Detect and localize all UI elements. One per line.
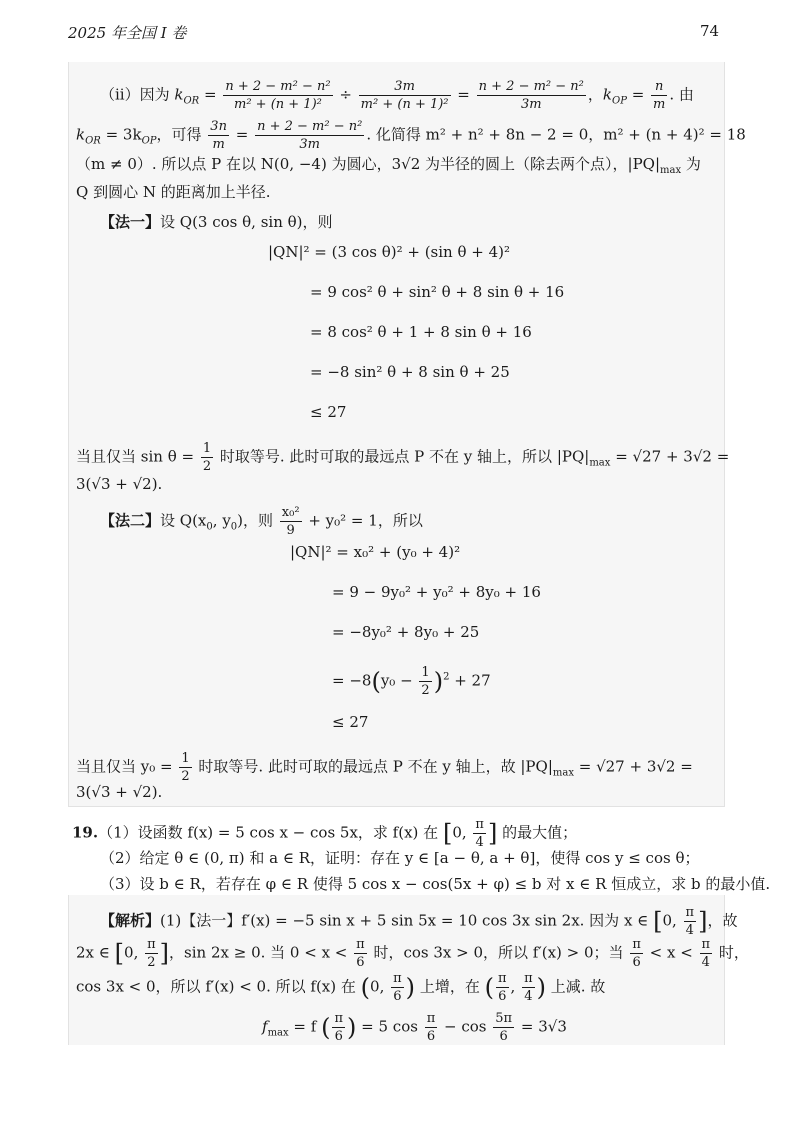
- numerator: π: [475, 817, 484, 832]
- text: = √27 + 3√2 =: [610, 447, 730, 466]
- text: − cos: [439, 1017, 492, 1036]
- denominator: m: [653, 97, 666, 112]
- text: 0,: [452, 823, 472, 842]
- numerator: x₀²: [281, 505, 300, 520]
- denominator: 3m: [299, 137, 320, 152]
- solution-label: 【解析】: [100, 911, 161, 930]
- text: = √27 + 3√2 =: [573, 757, 693, 776]
- text: 0,: [662, 911, 682, 930]
- subscript: OP: [141, 135, 157, 147]
- method1-conclusion-1: [76, 440, 729, 475]
- fraction: [179, 750, 191, 785]
- denominator: 6: [393, 989, 402, 1004]
- solution-line-1: [100, 904, 737, 939]
- denominator: 6: [499, 1029, 508, 1044]
- text: 的最大值；: [497, 823, 578, 842]
- method2-eq-2: = 9 − 9y₀² + y₀² + 8y₀ + 16: [332, 583, 541, 601]
- denominator: 2: [147, 955, 156, 970]
- method1-eq-2: = 9 cos² θ + sin² θ + 8 sin θ + 16: [310, 283, 565, 301]
- numerator: π: [147, 937, 156, 952]
- text: ÷: [334, 85, 357, 104]
- fraction: [473, 816, 486, 851]
- question-number: 19.: [72, 823, 99, 842]
- denominator: 3m: [520, 97, 542, 112]
- subscript: max: [267, 1027, 289, 1039]
- paren-close: ): [433, 667, 444, 696]
- var-k: k: [174, 85, 184, 104]
- numerator: π: [426, 1011, 436, 1026]
- paren-open: (: [321, 1013, 331, 1042]
- bracket-open: [: [442, 819, 453, 848]
- q19-part-3: （3）设 b ∈ R，若存在 φ ∈ R 使得 5 cos x − cos(5x + φ) ≤ b 对 x ∈ R 恒成立，求 b 的最小值.: [100, 875, 771, 893]
- part-ii-line-4: [76, 182, 271, 202]
- denominator: 6: [356, 955, 365, 970]
- text: 上增，在: [415, 977, 485, 996]
- fraction: [477, 78, 586, 113]
- bracket-close: ]: [159, 939, 170, 968]
- denominator: m² + (n + 1)²: [234, 97, 322, 112]
- method2-eq-1: |QN|² = x₀² + (y₀ + 4)²: [290, 543, 461, 561]
- method1-eq-3: = 8 cos² θ + 1 + 8 sin θ + 16: [310, 323, 532, 341]
- paren-open: (: [360, 973, 371, 1002]
- subscript: 0: [230, 521, 238, 533]
- denominator: 6: [632, 955, 641, 970]
- numerator: π: [632, 937, 641, 952]
- numerator: 3n: [210, 119, 227, 134]
- header-title: 2025 年全国 I 卷: [68, 24, 187, 42]
- text: 2x ∈: [76, 943, 115, 962]
- method1-eq-4: = −8 sin² θ + 8 sin θ + 25: [310, 363, 510, 381]
- text: 0,: [370, 977, 390, 996]
- fraction: [145, 936, 158, 971]
- text: ，故: [707, 911, 738, 930]
- method2-conclusion-2: 3(√3 + √2).: [76, 783, 163, 801]
- text: 0,: [124, 943, 144, 962]
- subscript: max: [552, 767, 574, 779]
- subscript: OR: [183, 95, 200, 107]
- text: 为: [681, 155, 701, 173]
- text: 上减. 故: [545, 977, 606, 996]
- fraction: [522, 970, 535, 1005]
- denominator: 4: [685, 923, 694, 938]
- fraction: [359, 78, 451, 113]
- numerator: 1: [181, 751, 190, 766]
- superscript: 2: [443, 671, 450, 683]
- text: （ii）因为: [100, 85, 175, 104]
- fraction: [700, 936, 713, 971]
- fraction: [223, 78, 332, 113]
- text: =: [626, 85, 650, 104]
- text: 时，: [714, 943, 749, 962]
- text: , y: [212, 511, 231, 530]
- numerator: n + 2 − m² − n²: [225, 79, 331, 94]
- text: ，sin 2x ≥ 0. 当 0 < x <: [169, 943, 353, 962]
- text: . 由: [669, 85, 694, 104]
- text: 当且仅当 sin θ =: [76, 447, 199, 466]
- denominator: m: [212, 137, 225, 152]
- text: = f: [288, 1017, 322, 1036]
- denominator: 2: [421, 683, 430, 698]
- text: =: [452, 85, 475, 104]
- page-number: 74: [700, 22, 720, 40]
- text: cos 3x < 0，所以 f′(x) < 0. 所以 f(x) 在: [76, 977, 361, 996]
- text: Q 到圆心 N 的距离加上半径.: [76, 183, 271, 201]
- paren-close: ): [347, 1013, 357, 1042]
- text: ，可得: [156, 125, 207, 144]
- method2-eq-4: [332, 664, 491, 699]
- numerator: n + 2 − m² − n²: [478, 79, 584, 94]
- bracket-close: ]: [698, 907, 708, 936]
- method1-intro: [100, 212, 333, 232]
- method2-eq-5: ≤ 27: [332, 713, 369, 731]
- fraction: [201, 440, 213, 475]
- denominator: 4: [475, 835, 484, 850]
- fraction: [280, 504, 302, 539]
- text: = −8: [332, 671, 372, 690]
- text: )，则: [237, 511, 278, 530]
- part-ii-line-2: [76, 118, 746, 153]
- denominator: 4: [701, 955, 710, 970]
- text: . 化简得 m² + n² + 8n − 2 = 0，m² + (n + 4)² = 18: [366, 125, 746, 144]
- denominator: 4: [524, 989, 533, 1004]
- part-ii-line-1: [100, 78, 694, 113]
- text: 时取等号. 此时可取的最远点 P 不在 y 轴上，故 |PQ|: [193, 757, 553, 776]
- solution-line-2: [76, 936, 749, 971]
- q19-part-2: （2）给定 θ ∈ (0, π) 和 a ∈ R，证明：存在 y ∈ [a − θ, a + θ]，使得 cos y ≤ cos θ；: [100, 849, 700, 867]
- bracket-close: ]: [487, 819, 498, 848]
- fraction: [354, 936, 367, 971]
- subscript: OP: [612, 95, 627, 107]
- numerator: π: [685, 905, 695, 920]
- solution-fmax: [262, 1010, 567, 1045]
- bracket-open: [: [114, 939, 125, 968]
- numerator: π: [393, 971, 402, 986]
- var-k: k: [76, 125, 86, 144]
- fraction: [651, 78, 667, 113]
- fraction: [630, 936, 643, 971]
- numerator: π: [497, 971, 507, 986]
- method1-conclusion-2: 3(√3 + √2).: [76, 475, 163, 493]
- subscript: max: [589, 457, 611, 469]
- var-k: k: [602, 85, 612, 104]
- text: 时，cos 3x > 0，所以 f′(x) > 0；当: [368, 943, 629, 962]
- method2-intro: [100, 504, 423, 539]
- method2-eq-3: = −8y₀² + 8y₀ + 25: [332, 623, 480, 641]
- subscript: OR: [85, 135, 101, 147]
- text: 设 Q(3 cos θ, sin θ)，则: [160, 213, 333, 231]
- paren-close: ): [536, 973, 546, 1002]
- numerator: 3m: [359, 78, 451, 96]
- solution-line-3: [76, 970, 605, 1005]
- text: = 3√3: [516, 1017, 567, 1036]
- fraction: [255, 118, 364, 153]
- fraction: [332, 1010, 345, 1045]
- fraction: [419, 664, 431, 699]
- denominator: m² + (n + 1)²: [360, 97, 449, 112]
- text: ，: [587, 85, 603, 104]
- method2-conclusion-1: [76, 750, 693, 785]
- method1-eq-1: |QN|² = (3 cos θ)² + (sin θ + 4)²: [268, 243, 511, 261]
- text: + y₀² = 1，所以: [303, 511, 423, 530]
- text: + 27: [449, 671, 491, 690]
- text: y₀ −: [380, 671, 418, 690]
- fraction: [496, 970, 509, 1005]
- denominator: 6: [498, 989, 507, 1004]
- denominator: 9: [286, 523, 295, 538]
- method-title: 【法二】: [100, 511, 161, 530]
- numerator: n: [651, 78, 667, 96]
- text: = 3k: [100, 125, 142, 144]
- text: 当且仅当 y₀ =: [76, 757, 178, 776]
- text: 时取等号. 此时可取的最远点 P 不在 y 轴上，所以 |PQ|: [215, 447, 590, 466]
- numerator: 1: [202, 441, 212, 456]
- text: ,: [510, 977, 521, 996]
- method-title: 【法一】: [100, 213, 161, 231]
- numerator: n + 2 − m² − n²: [257, 119, 363, 134]
- numerator: 1: [421, 665, 430, 680]
- numerator: π: [524, 971, 533, 986]
- fraction: [684, 904, 697, 939]
- numerator: π: [701, 937, 711, 952]
- bracket-open: [: [653, 907, 663, 936]
- denominator: 6: [334, 1029, 343, 1044]
- text: (1)【法一】f′(x) = −5 sin x + 5 sin 5x = 10 cos 3x sin 2x. 因为 x ∈: [160, 911, 654, 930]
- fraction: [493, 1010, 514, 1045]
- denominator: 2: [202, 459, 212, 474]
- text: =: [230, 125, 254, 144]
- text: < x <: [644, 943, 698, 962]
- text: （m ≠ 0）. 所以点 P 在以 N(0, −4) 为圆心，3√2 为半径的圆上（除去两个点），|PQ|: [76, 155, 661, 173]
- fraction: [391, 970, 404, 1005]
- subscript: 0: [206, 521, 213, 533]
- fraction: [425, 1010, 438, 1045]
- fraction: [208, 118, 229, 153]
- numerator: π: [334, 1011, 344, 1026]
- subscript: max: [660, 165, 682, 176]
- text: f: [262, 1017, 268, 1036]
- denominator: 6: [426, 1029, 436, 1044]
- text: = 5 cos: [356, 1017, 423, 1036]
- paren-close: ): [405, 973, 416, 1002]
- q19-part-1: [72, 816, 577, 851]
- paren-open: (: [484, 973, 494, 1002]
- paren-open: (: [371, 667, 381, 696]
- denominator: 2: [181, 769, 190, 784]
- numerator: 5π: [495, 1011, 513, 1026]
- text: 设 Q(x: [160, 511, 207, 530]
- method1-eq-5: ≤ 27: [310, 403, 347, 421]
- part-ii-line-3: [76, 154, 701, 181]
- text: （1）设函数 f(x) = 5 cos x − cos 5x，求 f(x) 在: [98, 823, 443, 842]
- numerator: π: [356, 937, 365, 952]
- text: =: [199, 85, 222, 104]
